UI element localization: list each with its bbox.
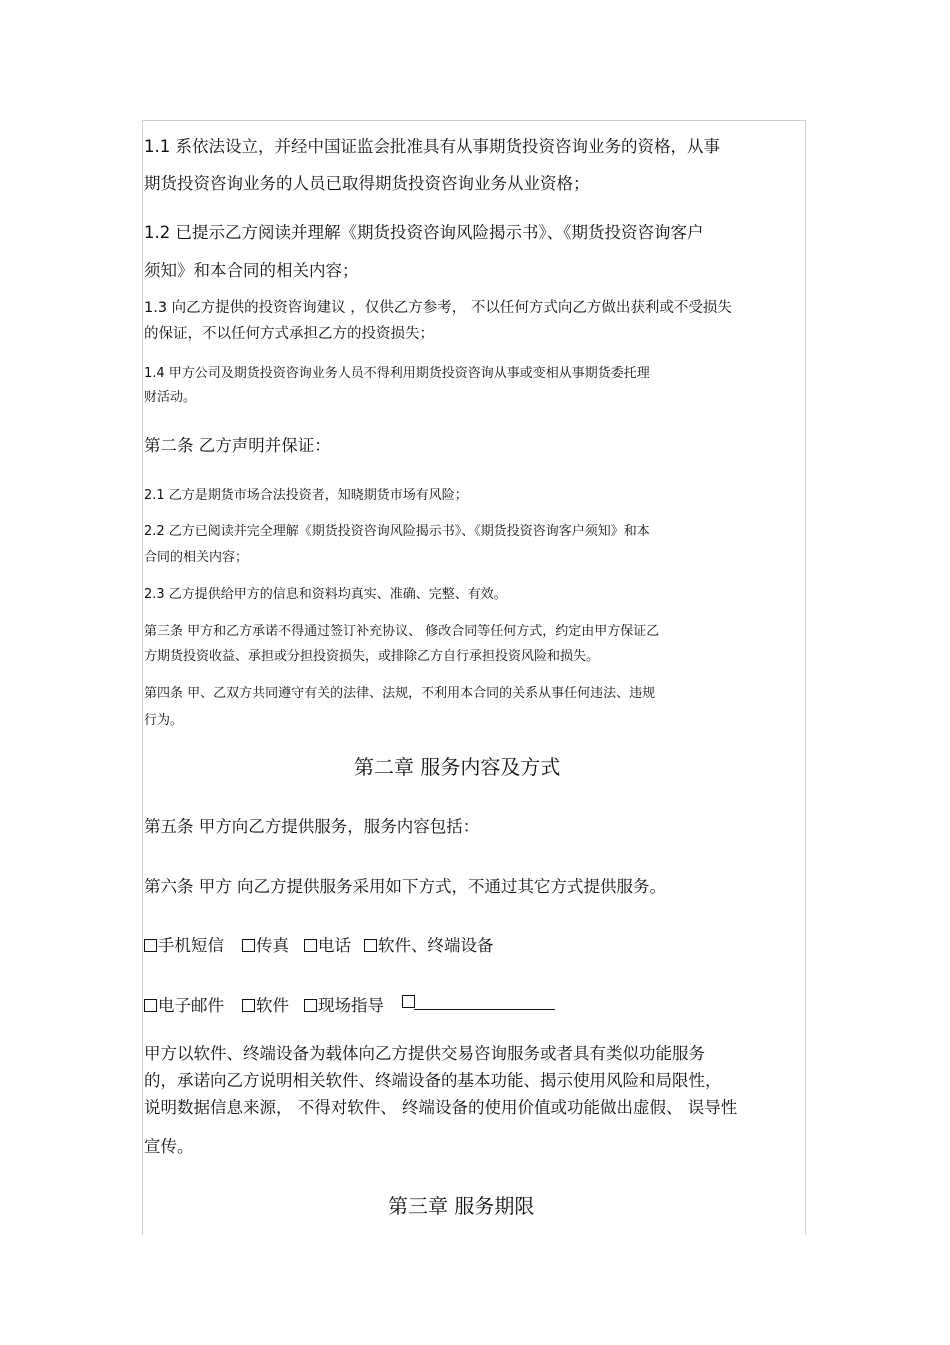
clause-1-4-line-1: 1.4 甲方公司及期货投资咨询业务人员不得利用期货投资咨询从事或变相从事期货委托理 — [144, 366, 650, 381]
option-phone[interactable] — [304, 932, 351, 956]
option-software[interactable] — [242, 992, 289, 1016]
option-sms[interactable] — [144, 932, 224, 956]
clause-1-3-line-1: 1.3 向乙方提供的投资咨询建议 ，仅供乙方参考， 不以任何方式向乙方做出获利或不受损失 — [144, 300, 732, 316]
article-3-line-1: 第三条 甲方和乙方承诺不得通过签订补充协议、 修改合同等任何方式，约定由甲方保证乙 — [144, 624, 660, 639]
option-label: 现场指导 — [318, 996, 384, 1015]
article-6: 第六条 甲方 向乙方提供服务采用如下方式，不通过其它方式提供服务。 — [144, 877, 666, 896]
checkbox[interactable] — [242, 999, 255, 1012]
clause-1-2-line-1: 1.2 已提示乙方阅读并理解《期货投资咨询风险揭示书》、《期货投资咨询客户 — [144, 223, 704, 242]
chapter-3-heading: 第三章 服务期限 — [388, 1194, 535, 1218]
clause-2-3: 2.3 乙方提供给甲方的信息和资料均真实、准确、完整、有效。 — [144, 587, 507, 602]
clause-1-3-line-2: 的保证，不以任何方式承担乙方的投资损失； — [144, 326, 434, 342]
option-label: 电话 — [318, 936, 351, 955]
clause-1-1-line-2: 期货投资咨询业务的人员已取得期货投资咨询业务从业资格； — [144, 174, 590, 193]
software-paragraph-line-1: 甲方以软件、终端设备为载体向乙方提供交易咨询服务或者具有类似功能服务 — [144, 1044, 705, 1063]
clause-2-2-line-2: 合同的相关内容； — [144, 550, 249, 565]
clause-1-1-line-1: 1.1 系依法设立，并经中国证监会批准具有从事期货投资咨询业务的资格，从事 — [144, 137, 720, 156]
other-option-blank-line[interactable] — [414, 1009, 555, 1010]
checkbox[interactable] — [242, 939, 255, 952]
software-paragraph-line-2: 的，承诺向乙方说明相关软件、终端设备的基本功能、揭示使用风险和局限性， — [144, 1071, 722, 1090]
article-4-line-2: 行为。 — [144, 713, 184, 728]
software-paragraph-line-3: 说明数据信息来源， 不得对软件、 终端设备的使用价值或功能做出虚假、 误导性 — [144, 1098, 738, 1117]
article-4-line-1: 第四条 甲、乙双方共同遵守有关的法律、法规，不利用本合同的关系从事任何违法、违规 — [144, 686, 656, 701]
option-label: 软件、终端设备 — [378, 936, 494, 955]
checkbox[interactable] — [304, 939, 317, 952]
checkbox[interactable] — [364, 939, 377, 952]
option-label: 电子邮件 — [158, 996, 224, 1015]
checkbox[interactable] — [144, 999, 157, 1012]
option-onsite-guidance[interactable] — [304, 992, 384, 1016]
article-2-title: 第二条 乙方声明并保证： — [144, 436, 331, 455]
option-fax[interactable] — [242, 932, 289, 956]
option-label: 软件 — [256, 996, 289, 1015]
checkbox[interactable] — [402, 995, 415, 1008]
clause-1-2-line-2: 须知》和本合同的相关内容； — [144, 261, 359, 280]
clause-1-4-line-2: 财活动。 — [144, 390, 197, 405]
software-paragraph-line-4: 宣传。 — [144, 1137, 194, 1156]
article-5: 第五条 甲方向乙方提供服务，服务内容包括： — [144, 817, 480, 836]
checkbox[interactable] — [304, 999, 317, 1012]
clause-2-1: 2.1 乙方是期货市场合法投资者，知晓期货市场有风险； — [144, 488, 468, 503]
option-label: 手机短信 — [158, 936, 224, 955]
option-email[interactable] — [144, 992, 224, 1016]
chapter-2-heading: 第二章 服务内容及方式 — [354, 755, 561, 779]
checkbox[interactable] — [144, 939, 157, 952]
article-3-line-2: 方期货投资收益、承担或分担投资损失，或排除乙方自行承担投资风险和损失。 — [144, 649, 600, 664]
option-label: 传真 — [256, 936, 289, 955]
clause-2-2-line-1: 2.2 乙方已阅读并完全理解《期货投资咨询风险揭示书》、《期货投资咨询客户须知》和本 — [144, 524, 650, 539]
option-software-terminal[interactable] — [364, 932, 494, 956]
